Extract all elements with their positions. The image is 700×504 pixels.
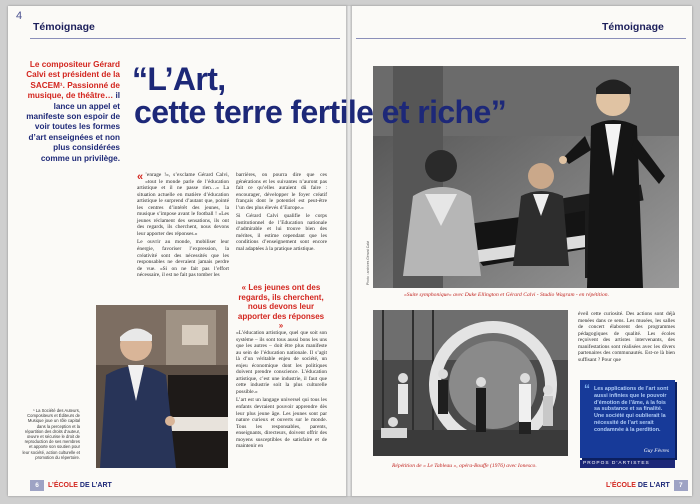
body-column-2-bottom [236, 330, 327, 452]
intro-blue: il lance un appel et manifeste son espoir de voir toutes les formes d’art enseignées et non plus considérées comme un privilège. [26, 91, 120, 163]
col1-para1: ’enrage !», s’exclame Gérard Calvi, «tout le monde parle de l’éducation artistique et il ne passe rien…» La situation actuelle en matière d’éducation artistique le surprend d’autant que, pointé les centres d’intérêt des jeunes, la musique s’impose avant le football ! «Les jeunes réclament des sensations, ils ont des regards, ils cherchent, nous devons leur apporter des réponses.» [137, 172, 229, 237]
artist-quote-callout [580, 380, 675, 458]
sacem-footnote: ¹ La Société des Auteurs, Compositeurs et Éditeurs de Musique joue un rôle capital dans la perception et la répartition des droits d’auteur, œuvre et sécurise le droit de reproduction de ses membres et apporte son soutien pour leur société, action culturelle et promotion du répertoire. [22, 408, 80, 460]
section-label-left: Témoignage [33, 21, 95, 33]
brand-right: L’ÉCOLE DE L’ART [606, 482, 670, 489]
photo-calvi-piano [96, 305, 228, 468]
headline-line1: “L’Art, [132, 61, 226, 97]
propos-band: PROPOS D’ARTISTES [580, 460, 675, 468]
photo-rehearsal-tableau [373, 310, 568, 456]
headline-line2: cette terre fertile et riche” [134, 94, 507, 130]
opening-quote-mark: « [137, 171, 144, 183]
brand-left: L’ÉCOLE DE L’ART [48, 482, 112, 489]
photo-credit: Photo : archives Gérard Calvi [366, 240, 370, 285]
caption-bottom-photo: Répétition de « Le Tableau », opéra-Bouffe (1976) avec Ionesco. [392, 463, 537, 469]
col2b-para2: L’art est un langage universel qui tous les enfants devraient pouvoir apprendre dès leur plus jeune âge. Les jeunes sont par nature curieux et ouverts sur le monde. Tous les responsables, parents, enseignants, directeurs, doivent offrir des moyens susceptibles de satisfaire et de maintenir en [236, 397, 327, 450]
col2b-para1: «L’éducation artistique, quel que soit son système – ils sont tous aussi bons les uns que les autres – doit être plus manifeste au sein de l’éducation nationale. Il s’agit là d’un véritable enjeu de société, un enjeu économique dont les politiques doivent prendre conscience. L’éducation artistique, c’est une industrie, il faut que cette industrie soit la plus culturelle possible.» [236, 330, 327, 395]
header-rule-right [356, 38, 686, 39]
col2-para1: barrières, on pourra dire que ces générations et les suivantes n’auront pas fait ce qu’elles auraient dû faire : encourager, développer le foyer créatif français dont le potentiel est peut-être l’un des plus élevés d’Europe.» [236, 172, 327, 211]
col1-para2: Le ouvrir au monde, mobiliser leur énergie, favoriser l’expression, la créativité sont des nécessités que les responsables ne devraient jamais perdre de vue. «Si on ne fait pas l’effort nécessaire, il est ne fait pas tomber les [137, 239, 229, 279]
page-number-left: 6 [30, 480, 44, 491]
intro-standfirst [24, 60, 120, 164]
body-column-right: éveil cette curiosité. Des actions sont déjà menées dans ce sens. Les musées, les salles de concert élaborent des programmes pédagogiques de qualité. Les écoles reçoivent des artistes intervenants, des manifestations sont réalisées avec les divers partenaires des communautés. Est-ce là bien suffisant ? Pour que [578, 311, 675, 363]
body-column-1 [137, 172, 229, 281]
callout-quote-mark: “ [584, 382, 590, 396]
callout-text: Les applications de l’art sont aussi infinies que le pouvoir d’émotion de l’âme, à la fois sa substance et sa finalité. Une société qui oublierait la nécessité de l’art serait condamnée à la perdition. [594, 386, 669, 433]
pull-quote: « Les jeunes ont des regards, ils cherchent, nous devons leur apporter des réponses » [237, 283, 325, 331]
headline [132, 63, 512, 129]
page-pencil-mark: 4 [16, 10, 23, 22]
folio-left [30, 480, 112, 491]
callout-author: Guy Fèvres [643, 448, 669, 454]
body-column-2-top [236, 172, 327, 255]
intro-red: Le compositeur Gérard Calvi est président de la SACEM¹. Passionné de musique, de théâtre… [26, 60, 120, 101]
section-label-right: Témoignage [602, 21, 664, 33]
folio-right [606, 480, 688, 491]
header-rule-left [30, 38, 340, 39]
caption-top-photo: «Suite symphonique» avec Duke Ellington et Gérard Calvi - Studio Wagram - en répétition. [404, 292, 609, 298]
page-number-right: 7 [674, 480, 688, 491]
col2-para2: Si Gérard Calvi qualifie le corps institutionnel de l’Education nationale d’admirable et lui trouve bien des mérites, il estime cependant que les conditions d’enseignement sont encore mal adaptées à la pratique artistique. [236, 213, 327, 253]
